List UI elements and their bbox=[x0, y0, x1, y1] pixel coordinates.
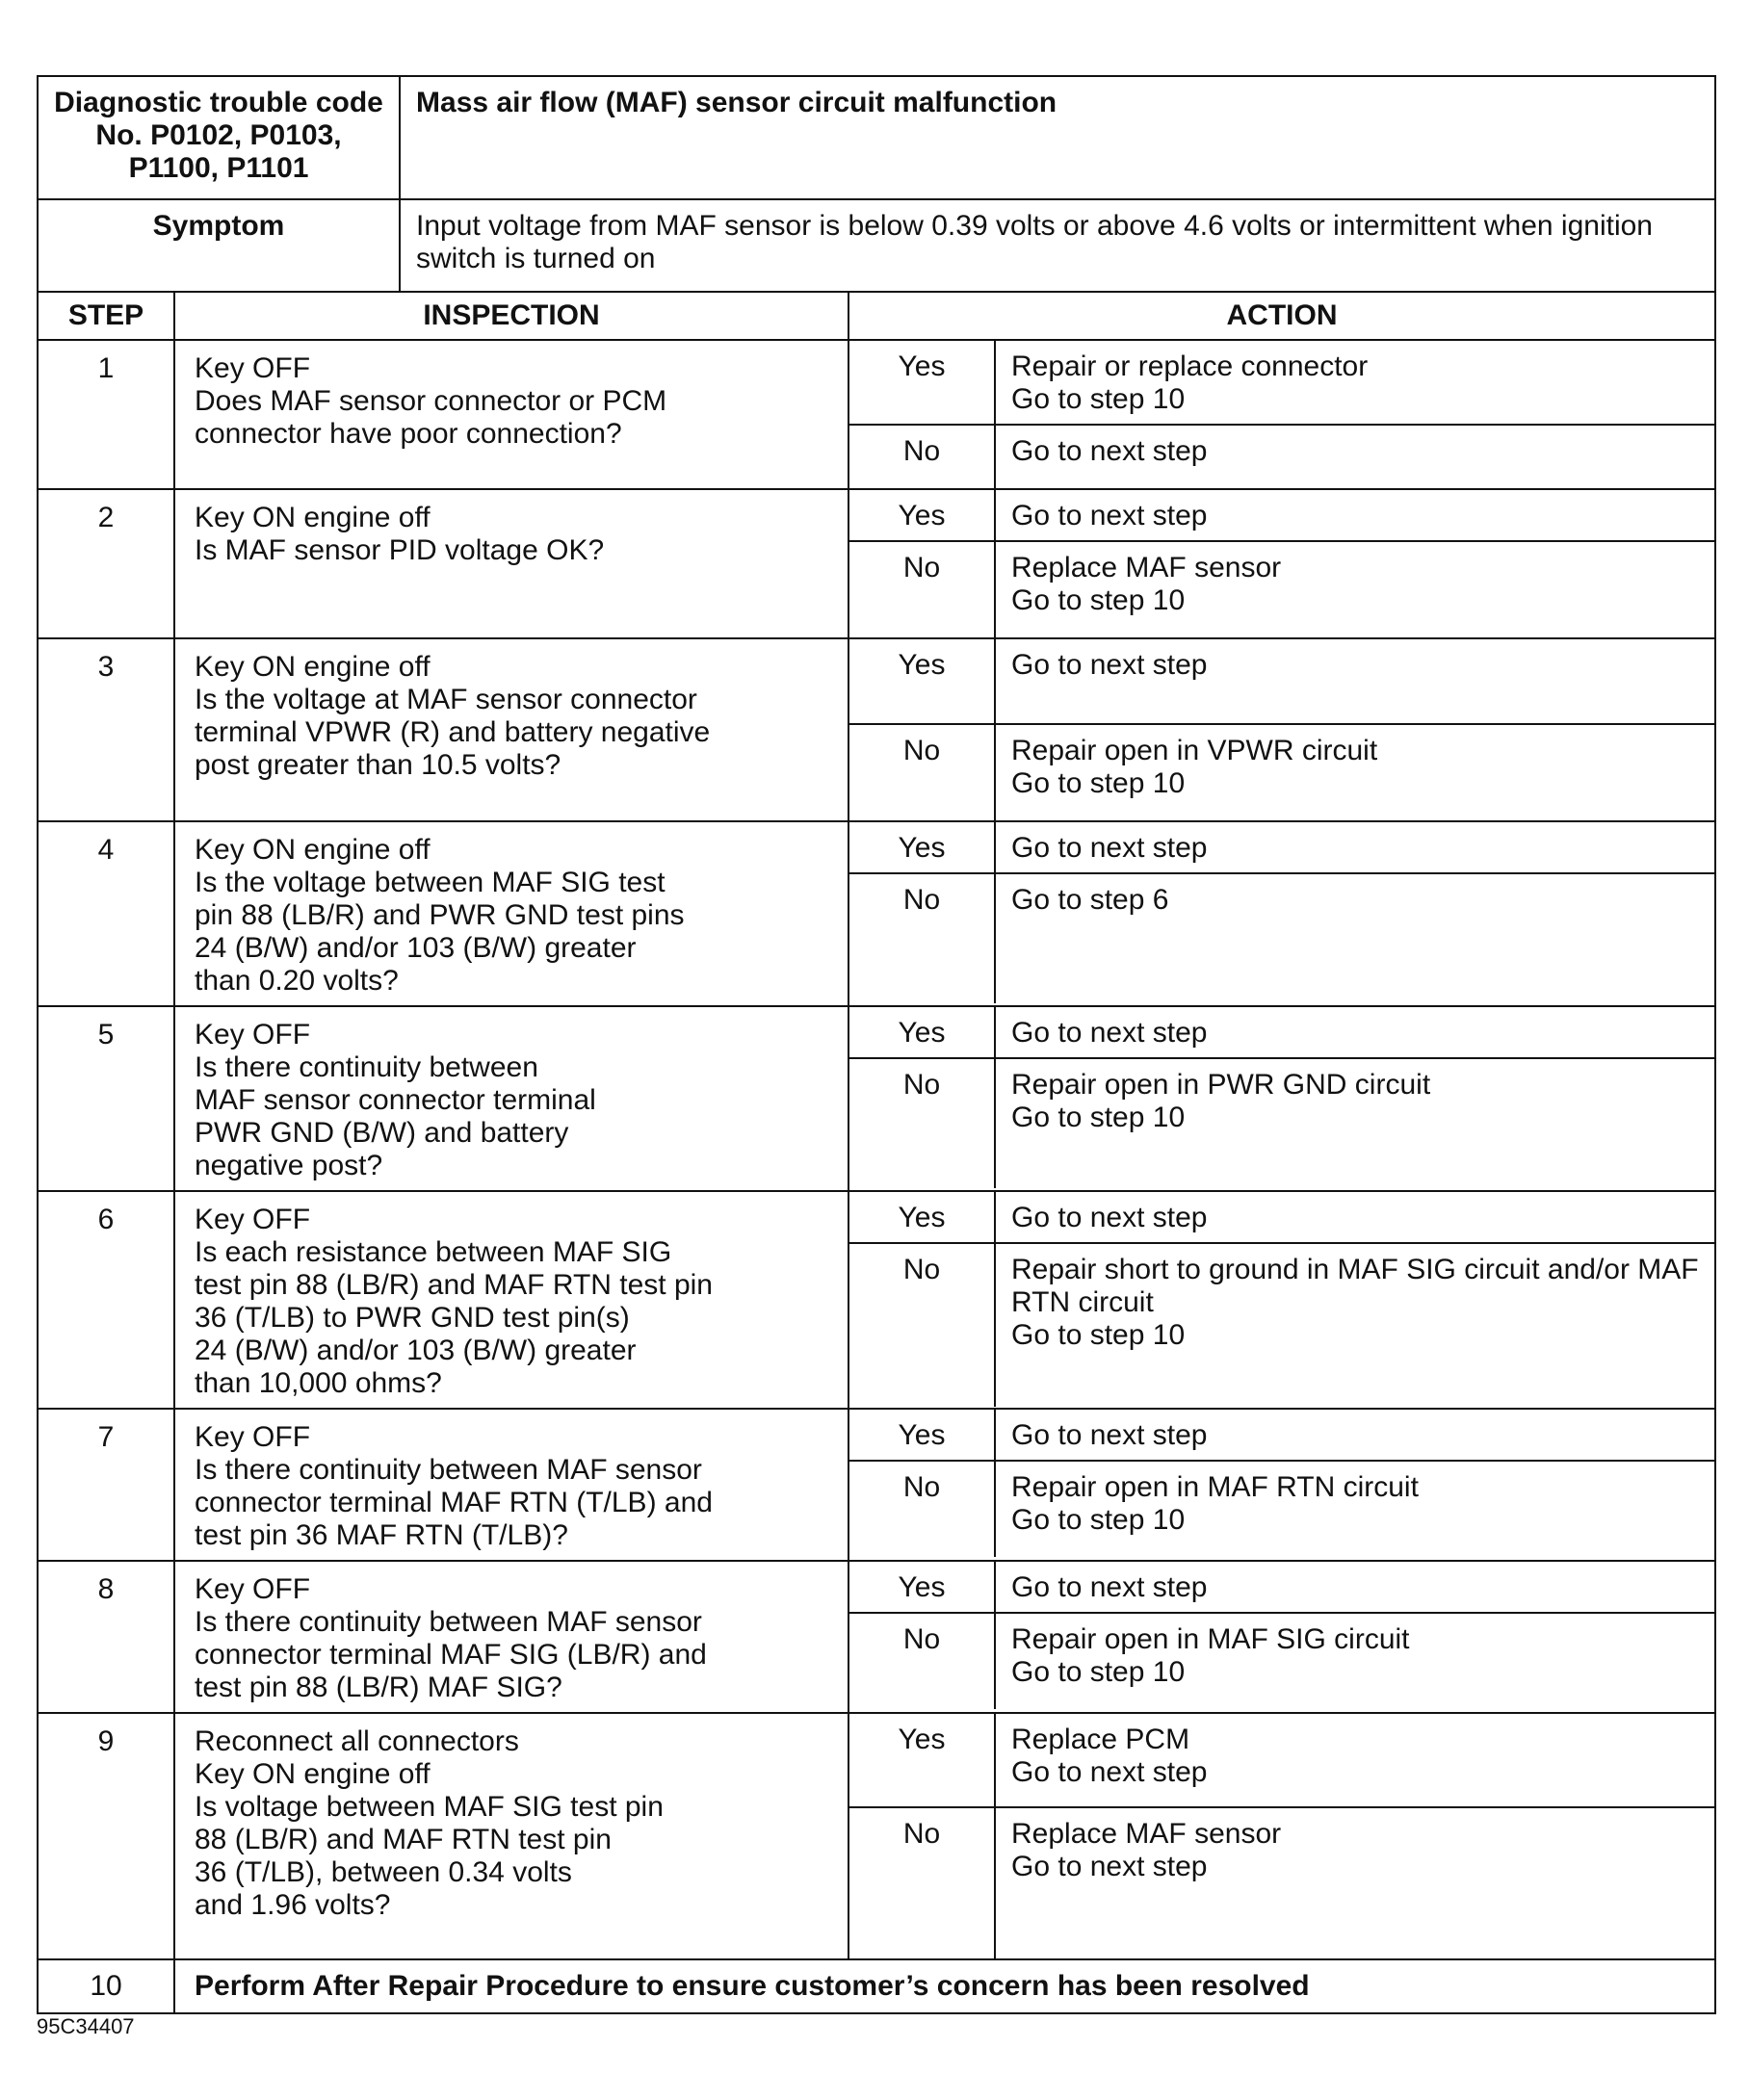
step-row bbox=[38, 1006, 1715, 1191]
diagnostic-table-body bbox=[38, 76, 1715, 340]
yes-action: Go to next step bbox=[1011, 1419, 1208, 1451]
column-header-step: STEP bbox=[38, 292, 174, 340]
yes-label: Yes bbox=[849, 1007, 996, 1057]
no-action: Repair open in MAF SIG circuit Go to step 10 bbox=[1011, 1623, 1410, 1688]
step-number: 6 bbox=[38, 1191, 174, 1409]
step-number: 9 bbox=[38, 1713, 174, 1959]
answer-pair bbox=[849, 490, 1714, 637]
step-inspection: Key OFF Is there continuity between MAF sensor connector terminal MAF SIG (LB/R) and test pin 88 (LB/R) MAF SIG? bbox=[174, 1561, 848, 1713]
step-inspection: Key ON engine off Is the voltage at MAF sensor connector terminal VPWR (R) and battery negative post greater than 10.5 volts? bbox=[174, 638, 848, 821]
answer-pair bbox=[849, 639, 1714, 820]
column-header-action: ACTION bbox=[848, 292, 1715, 340]
diagnostic-table bbox=[37, 75, 1716, 2014]
step-inspection: Key ON engine off Is MAF sensor PID voltage OK? bbox=[174, 489, 848, 638]
yes-label: Yes bbox=[849, 490, 996, 540]
step-inspection: Reconnect all connectors Key ON engine off Is voltage between MAF SIG test pin 88 (LB/R) and MAF RTN test pin 36 (T/LB), between 0.34 volts and 1.96 volts? bbox=[174, 1713, 848, 1959]
yes-action: Go to next step bbox=[1011, 1571, 1208, 1603]
yes-branch bbox=[849, 639, 1714, 723]
step-number: 10 bbox=[38, 1959, 174, 2013]
yes-branch bbox=[849, 1192, 1714, 1242]
column-header-row bbox=[38, 292, 1715, 340]
no-action: Go to next step bbox=[1011, 435, 1208, 467]
no-branch bbox=[849, 872, 1714, 1003]
steps-body bbox=[38, 340, 1715, 1959]
yes-label: Yes bbox=[849, 639, 996, 723]
step-answers bbox=[848, 1561, 1715, 1713]
step-answers bbox=[848, 1006, 1715, 1191]
no-action: Repair open in MAF RTN circuit Go to step 10 bbox=[1011, 1471, 1419, 1536]
step-answers bbox=[848, 1409, 1715, 1561]
no-action: Replace MAF sensor Go to next step bbox=[1011, 1817, 1282, 1882]
yes-branch bbox=[849, 1410, 1714, 1460]
no-branch bbox=[849, 424, 1714, 488]
yes-action: Go to next step bbox=[1011, 832, 1208, 864]
final-step-row bbox=[38, 1959, 1715, 2013]
answer-pair bbox=[849, 1410, 1714, 1557]
step-row bbox=[38, 340, 1715, 489]
step-answers bbox=[848, 489, 1715, 638]
yes-action: Go to next step bbox=[1011, 500, 1208, 531]
no-action: Repair short to ground in MAF SIG circuit and/or MAF RTN circuit Go to step 10 bbox=[1011, 1254, 1699, 1351]
step-number: 1 bbox=[38, 340, 174, 489]
symptom-text: Input voltage from MAF sensor is below 0.39 volts or above 4.6 volts or intermittent when ignition switch is turned on bbox=[400, 199, 1715, 292]
yes-branch bbox=[849, 341, 1714, 424]
symptom-row bbox=[38, 199, 1715, 292]
figure-reference-code: 95C34407 bbox=[37, 2014, 135, 2038]
no-action: Go to step 6 bbox=[1011, 884, 1169, 916]
yes-branch bbox=[849, 822, 1714, 872]
yes-label: Yes bbox=[849, 1192, 996, 1242]
step-answers bbox=[848, 1191, 1715, 1409]
yes-action: Repair or replace connector Go to step 10 bbox=[1011, 350, 1369, 415]
no-label: No bbox=[849, 874, 996, 1003]
step-number: 3 bbox=[38, 638, 174, 821]
no-action: Repair open in PWR GND circuit Go to step 10 bbox=[1011, 1069, 1431, 1133]
no-branch bbox=[849, 1460, 1714, 1557]
no-label: No bbox=[849, 1059, 996, 1188]
dtc-code-label: Diagnostic trouble code No. P0102, P0103, P1100, P1101 bbox=[38, 76, 400, 199]
answer-pair bbox=[849, 822, 1714, 1003]
yes-label: Yes bbox=[849, 1562, 996, 1612]
step-answers bbox=[848, 340, 1715, 489]
yes-label: Yes bbox=[849, 822, 996, 872]
answer-pair bbox=[849, 341, 1714, 488]
symptom-label: Symptom bbox=[38, 199, 400, 292]
no-branch bbox=[849, 1242, 1714, 1407]
final-step-text: Perform After Repair Procedure to ensure customer’s concern has been resolved bbox=[174, 1959, 1715, 2013]
step-answers bbox=[848, 638, 1715, 821]
yes-action: Go to next step bbox=[1011, 1202, 1208, 1233]
no-action: Repair open in VPWR circuit Go to step 10 bbox=[1011, 735, 1378, 800]
no-label: No bbox=[849, 1614, 996, 1709]
final-body bbox=[38, 1959, 1715, 2013]
step-number: 8 bbox=[38, 1561, 174, 1713]
step-inspection: Key OFF Is each resistance between MAF SIG test pin 88 (LB/R) and MAF RTN test pin 36 (T/LB) to PWR GND test pin(s) 24 (B/W) and/or 103 (B/W) greater than 10,000 ohms? bbox=[174, 1191, 848, 1409]
step-number: 4 bbox=[38, 821, 174, 1006]
yes-label: Yes bbox=[849, 1714, 996, 1806]
no-label: No bbox=[849, 725, 996, 820]
step-number: 2 bbox=[38, 489, 174, 638]
step-row bbox=[38, 489, 1715, 638]
yes-label: Yes bbox=[849, 1410, 996, 1460]
step-answers bbox=[848, 821, 1715, 1006]
answer-pair bbox=[849, 1562, 1714, 1709]
step-row bbox=[38, 1561, 1715, 1713]
answer-pair bbox=[849, 1192, 1714, 1407]
no-branch bbox=[849, 1612, 1714, 1709]
no-action: Replace MAF sensor Go to step 10 bbox=[1011, 552, 1282, 616]
answer-pair bbox=[849, 1714, 1714, 1958]
header-row bbox=[38, 76, 1715, 199]
step-row bbox=[38, 638, 1715, 821]
no-label: No bbox=[849, 1462, 996, 1557]
step-answers bbox=[848, 1713, 1715, 1959]
step-inspection: Key OFF Is there continuity between MAF sensor connector terminal MAF RTN (T/LB) and test pin 36 MAF RTN (T/LB)? bbox=[174, 1409, 848, 1561]
step-number: 5 bbox=[38, 1006, 174, 1191]
step-row bbox=[38, 1409, 1715, 1561]
no-label: No bbox=[849, 1244, 996, 1407]
yes-branch bbox=[849, 1714, 1714, 1806]
no-branch bbox=[849, 1806, 1714, 1958]
yes-branch bbox=[849, 1562, 1714, 1612]
step-inspection: Key OFF Does MAF sensor connector or PCM connector have poor connection? bbox=[174, 340, 848, 489]
diagnostic-procedure-sheet bbox=[37, 75, 1714, 2014]
step-row bbox=[38, 1191, 1715, 1409]
step-number: 7 bbox=[38, 1409, 174, 1561]
no-label: No bbox=[849, 426, 996, 488]
step-inspection: Key OFF Is there continuity between MAF sensor connector terminal PWR GND (B/W) and battery negative post? bbox=[174, 1006, 848, 1191]
dtc-title: Mass air flow (MAF) sensor circuit malfunction bbox=[400, 76, 1715, 199]
step-inspection: Key ON engine off Is the voltage between MAF SIG test pin 88 (LB/R) and PWR GND test pins 24 (B/W) and/or 103 (B/W) greater than 0.20 volts? bbox=[174, 821, 848, 1006]
column-header-inspection: INSPECTION bbox=[174, 292, 848, 340]
no-branch bbox=[849, 540, 1714, 637]
answer-pair bbox=[849, 1007, 1714, 1188]
yes-action: Go to next step bbox=[1011, 1017, 1208, 1049]
yes-action: Replace PCM Go to next step bbox=[1011, 1724, 1208, 1788]
step-row bbox=[38, 1713, 1715, 1959]
step-row bbox=[38, 821, 1715, 1006]
no-branch bbox=[849, 723, 1714, 820]
yes-label: Yes bbox=[849, 341, 996, 424]
yes-branch bbox=[849, 1007, 1714, 1057]
no-label: No bbox=[849, 542, 996, 637]
no-branch bbox=[849, 1057, 1714, 1188]
no-label: No bbox=[849, 1808, 996, 1958]
yes-branch bbox=[849, 490, 1714, 540]
yes-action: Go to next step bbox=[1011, 649, 1208, 681]
